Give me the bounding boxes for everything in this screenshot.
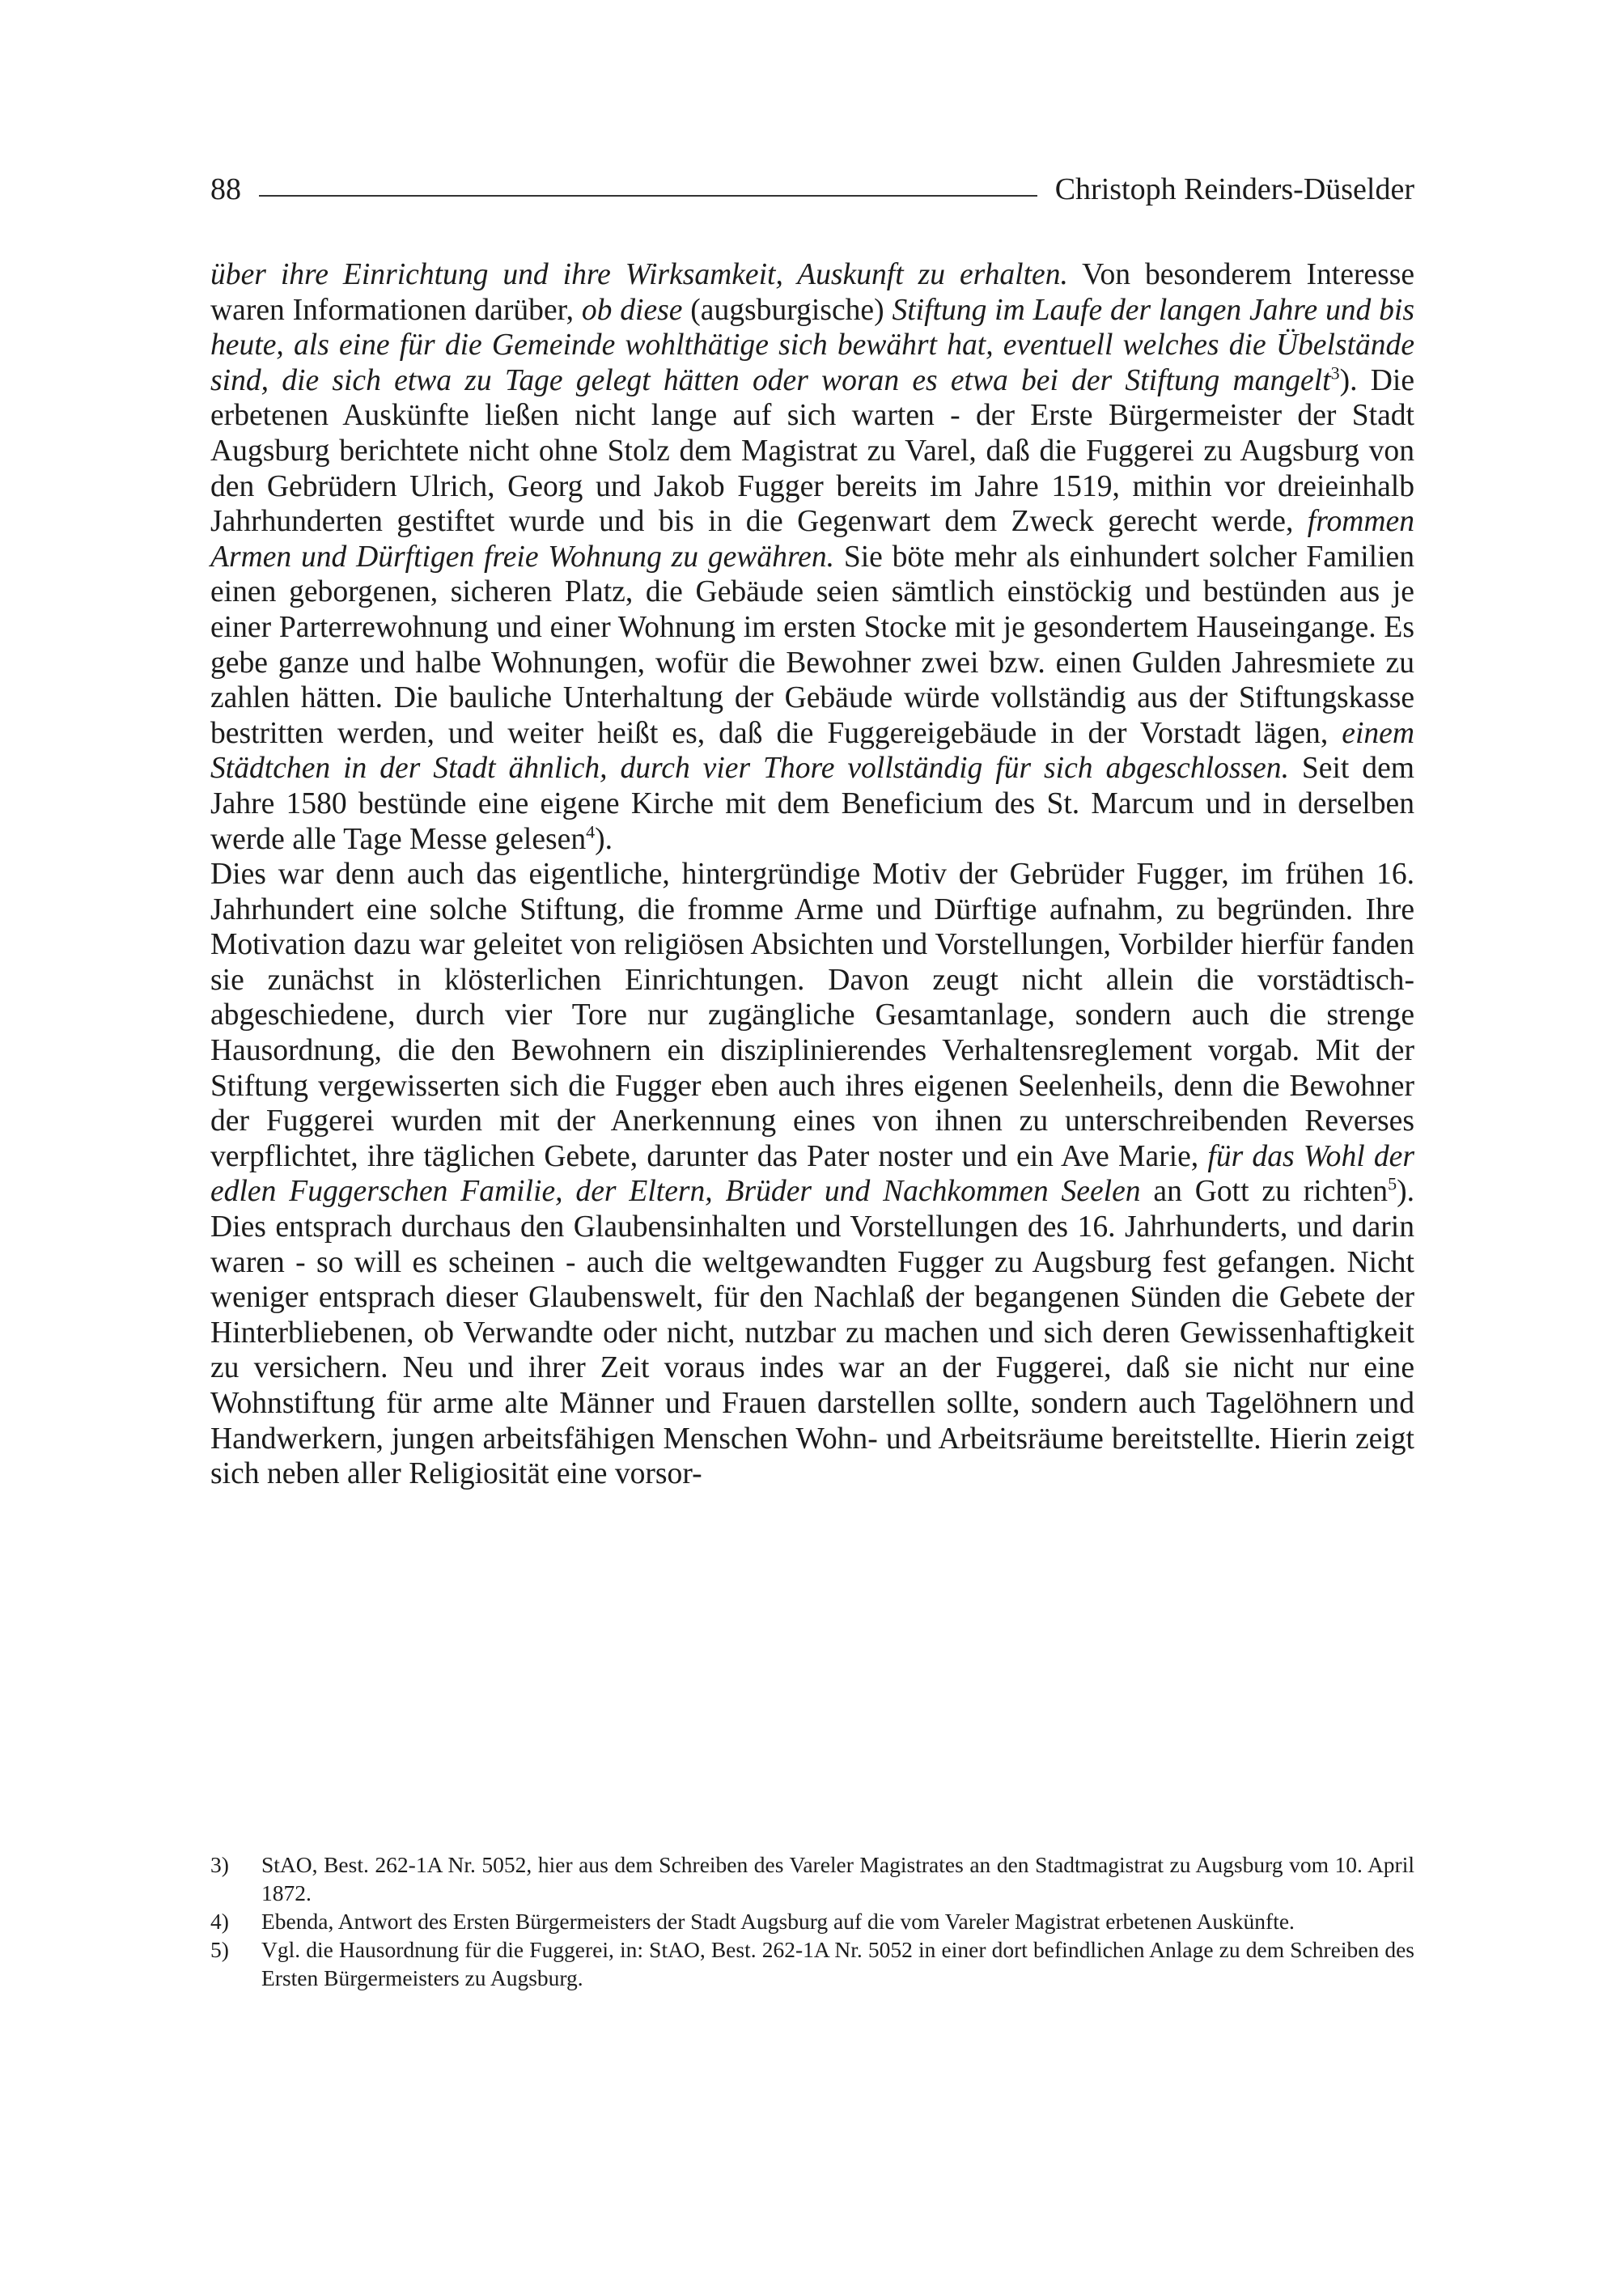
footnote-number: 5) <box>210 1937 229 1962</box>
text-run: ). <box>595 822 613 856</box>
footnote-ref: 4 <box>586 820 596 841</box>
text-run: ). Die erbetenen Auskünfte ließen nicht lange auf sich warten - der Erste Bürgermeister der Stadt Augsburg berichtete nicht ohne Stolz dem Magistrat zu Varel, daß die Fuggerei zu Augsburg von den Gebrüdern Ulrich, Georg und Jakob Fugger bereits im Jahre 1519, mithin vor dreieinhalb Jahrhunderten gestiftet wurde und bis in die Gegenwart dem Zweck gerecht werde, <box>210 363 1414 539</box>
footnote-number: 4) <box>210 1909 229 1934</box>
footnotes <box>210 1850 1414 1992</box>
quote: einem Städtchen in der Stadt ähnlich, durch vier Thore vollständig für sich abgeschlossen. <box>210 716 1414 786</box>
footnote <box>210 1850 1414 1907</box>
text-run: (augsburgische) <box>682 293 893 327</box>
footnote-text: Vgl. die Hausordnung für die Fuggerei, in: StAO, Best. 262-1A Nr. 5052 in einer dort befindlichen Anlage zu dem Schreiben des Ersten Bürgermeisters zu Augsburg. <box>261 1937 1414 1990</box>
quote: über ihre Einrichtung und ihre Wirksamkeit, Auskunft zu erhalten. <box>210 258 1068 291</box>
text-run: an Gott zu richten <box>1140 1175 1389 1209</box>
quote: ob diese <box>581 293 683 327</box>
quote: frommen Armen und Dürftigen freie Wohnung zu gewähren. <box>210 505 1414 574</box>
quote: Stiftung im Laufe der langen Jahre und bis heute, als eine für die Gemeinde wohlthätige sich bewährt hat, eventuell welches die Übelstände sind, die sich etwa zu Tage gelegt hätten oder woran es etwa bei der Stiftung mangelt <box>210 293 1414 397</box>
footnote <box>210 1935 1414 1992</box>
text-run: Dies war denn auch das eigentliche, hintergründige Motiv der Gebrüder Fugger, im frühen 16. Jahrhundert eine solche Stiftung, die fromme Arme und Dürftige aufnahm, zu begründen. Ihre Motivation dazu war geleitet von religiösen Absichten und Vorstellungen, Vorbilder hierfür fanden sie zunächst in klösterlichen Einrichtungen. Davon zeugt nicht allein die vorstädtisch-abgeschiedene, durch vier Tore nur zugängliche Gesamtanlage, sondern auch die strenge Hausordnung, die den Bewohnern ein disziplinierendes Verhaltensreglement vorgab. Mit der Stiftung vergewisserten sich die Fugger eben auch ihres eigenen Seelenheils, denn die Bewohner der Fuggerei wurden mit der Anerkennung eines von ihnen zu unterschreibenden Reverses verpflichtet, ihre täglichen Gebete, darunter das Pater noster und ein Ave Marie, <box>210 858 1414 1173</box>
text-run: ). Dies entsprach durchaus den Glaubensinhalten und Vorstellungen des 16. Jahrhunderts, und darin waren - so will es scheinen - auch die weltgewandten Fugger zu Augsburg fest gefangen. Nicht weniger entsprach dieser Glaubenswelt, für den Nachlaß der begangenen Sünden die Gebete der Hinterbliebenen, ob Verwandte oder nicht, nutzbar zu machen und sich deren Gewissenhaftigkeit zu versichern. Neu und ihrer Zeit voraus indes war an der Fuggerei, daß sie nicht nur eine Wohnstiftung für arme alte Männer und Frauen darstellen sollte, sondern auch Tagelöhnern und Handwerkern, jungen arbeitsfähigen Menschen Wohn- und Arbeitsräume bereitstellte. Hierin zeigt sich neben aller Religiosität eine vorsor- <box>210 1175 1415 1491</box>
footnote <box>210 1907 1414 1935</box>
running-header <box>210 168 1414 207</box>
main-text <box>210 257 1414 1492</box>
footnote-ref: 5 <box>1388 1173 1397 1194</box>
footnote-ref: 3 <box>1330 362 1340 384</box>
footnote-text: StAO, Best. 262-1A Nr. 5052, hier aus dem Schreiben des Vareler Magistrates an den Stadtmagistrat zu Augsburg vom 10. April 1872. <box>261 1852 1414 1905</box>
header-rule <box>259 195 1037 197</box>
text-run: Seit dem Jahre 1580 bestünde eine eigene Kirche mit dem Beneficium des St. Marcum und in derselben werde alle Tage Messe gelesen <box>210 752 1414 856</box>
paragraph <box>210 857 1414 1492</box>
quote: für das Wohl der edlen Fuggerschen Familie, der Eltern, Brüder und Nachkommen Seelen <box>210 1139 1414 1209</box>
text-run: Von besonderem Interesse waren Informationen darüber, <box>210 258 1414 327</box>
footnote-text: Ebenda, Antwort des Ersten Bürgermeisters der Stadt Augsburg auf die vom Vareler Magistrat erbetenen Auskünfte. <box>261 1909 1295 1934</box>
footnote-number: 3) <box>210 1852 229 1877</box>
running-head-author: Christoph Reinders-Düselder <box>1054 172 1414 206</box>
paragraph <box>210 257 1414 857</box>
text-run: Sie böte mehr als einhundert solcher Familien einen geborgenen, sicheren Platz, die Gebäude seien sämtlich einstöckig und bestünden aus je einer Parterrewohnung und einer Wohnung im ersten Stocke mit je gesondertem Hauseingange. Es gebe ganze und halbe Wohnungen, wofür die Bewohner zwei bzw. einen Gulden Jahresmiete zu zahlen hätten. Die bauliche Unterhaltung der Gebäude würde vollständig aus der Stiftungskasse bestritten werden, und weiter heißt es, daß die Fuggereigebäude in der Vorstadt lägen, <box>210 540 1414 750</box>
page-number: 88 <box>210 172 241 206</box>
